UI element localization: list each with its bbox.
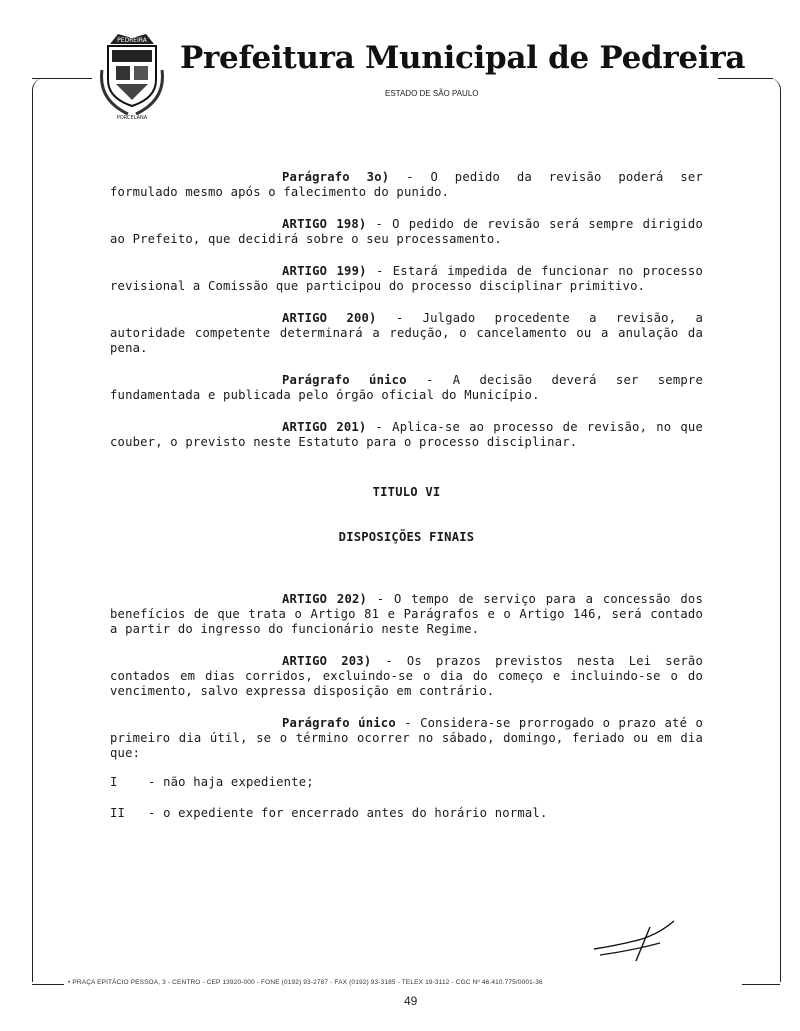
paragraph-text: - Julgado procedente a revisão, a autoridade competente determinará a redução, o cancelamento ou a anulação da pena.: [110, 311, 703, 355]
paragraph: [110, 592, 703, 637]
page-border-bottom-right: [742, 984, 780, 985]
footer-address: • PRAÇA EPITÁCIO PESSOA, 3 - CENTRO - CEP 13920-000 - FONE (0192) 93-2787 - FAX (0192) 93-3185 - TELEX 19-3112 - CGC Nº 46.410.775/0001-36: [68, 979, 543, 986]
paragraph-label: ARTIGO 201): [282, 420, 367, 434]
signature-icon: [590, 915, 680, 965]
paragraph-text: - Aplica-se ao processo de revisão, no que couber, o previsto neste Estatuto para o processo disciplinar.: [110, 420, 703, 449]
paragraph: [110, 716, 703, 761]
paragraph-label: ARTIGO 199): [282, 264, 367, 278]
page-border-left: [32, 78, 47, 982]
paragraph: [110, 170, 703, 200]
list-item: [110, 775, 703, 790]
paragraph: [110, 373, 703, 403]
paragraph-label: Parágrafo único: [282, 716, 396, 730]
paragraph: [110, 217, 703, 247]
paragraph: [110, 264, 703, 294]
paragraph-label: ARTIGO 203): [282, 654, 372, 668]
crest-text-bottom: PORCELANA: [116, 115, 148, 120]
paragraph-text: - Estará impedida de funcionar no processo revisional a Comissão que participou do processo disciplinar primitivo.: [110, 264, 703, 293]
paragraph-text: - O pedido de revisão será sempre dirigido ao Prefeito, que decidirá sobre o seu processamento.: [110, 217, 703, 246]
page-border-bottom-left: [32, 984, 64, 985]
paragraph-text: - Os prazos previstos nesta Lei serão contados em dias corridos, excluindo-se o dia do começo e incluindo-se o do vencimento, salvo expressa disposição em contrário.: [110, 654, 703, 698]
paragraph-label: Parágrafo 3o): [282, 170, 390, 184]
paragraph: [110, 654, 703, 699]
page-number: 49: [404, 994, 418, 1008]
list-item-number: II: [110, 806, 126, 820]
page-border-right: [766, 78, 781, 982]
list-item-number: I: [110, 775, 118, 789]
crest-text-top: PEDREIRA: [117, 37, 147, 44]
paragraph: [110, 311, 703, 356]
list-item-text: - o expediente for encerrado antes do horário normal.: [148, 806, 548, 820]
paragraph-label: ARTIGO 198): [282, 217, 367, 231]
municipal-crest-icon: [98, 30, 166, 120]
list-item: [110, 806, 703, 821]
paragraph-label: ARTIGO 200): [282, 311, 377, 325]
section-title: TITULO VI: [372, 485, 441, 499]
page-subtitle: ESTADO DE SÃO PAULO: [385, 89, 479, 98]
paragraph: [110, 420, 703, 450]
paragraph-label: Parágrafo único: [282, 373, 407, 387]
paragraph-text: - O pedido da revisão poderá ser formulado mesmo após o falecimento do punido.: [110, 170, 703, 199]
paragraph-text: - O tempo de serviço para a concessão dos benefícios de que trata o Artigo 81 e Parágrafos e o Artigo 146, será contado a partir do ingresso do funcionário neste Regime.: [110, 592, 703, 636]
paragraph-text: - A decisão deverá ser sempre fundamentada e publicada pelo órgão oficial do Município.: [110, 373, 703, 402]
section-subtitle: DISPOSIÇÕES FINAIS: [338, 530, 475, 544]
paragraph-label: ARTIGO 202): [282, 592, 368, 606]
page-title: Prefeitura Municipal de Pedreira: [180, 40, 746, 76]
page-border-top-right: [718, 78, 773, 79]
document-body: [110, 170, 703, 821]
paragraph-text: - Considera-se prorrogado o prazo até o primeiro dia útil, se o término ocorrer no sábado, domingo, feriado ou em dia que:: [110, 716, 704, 760]
list-item-text: - não haja expediente;: [148, 775, 314, 789]
